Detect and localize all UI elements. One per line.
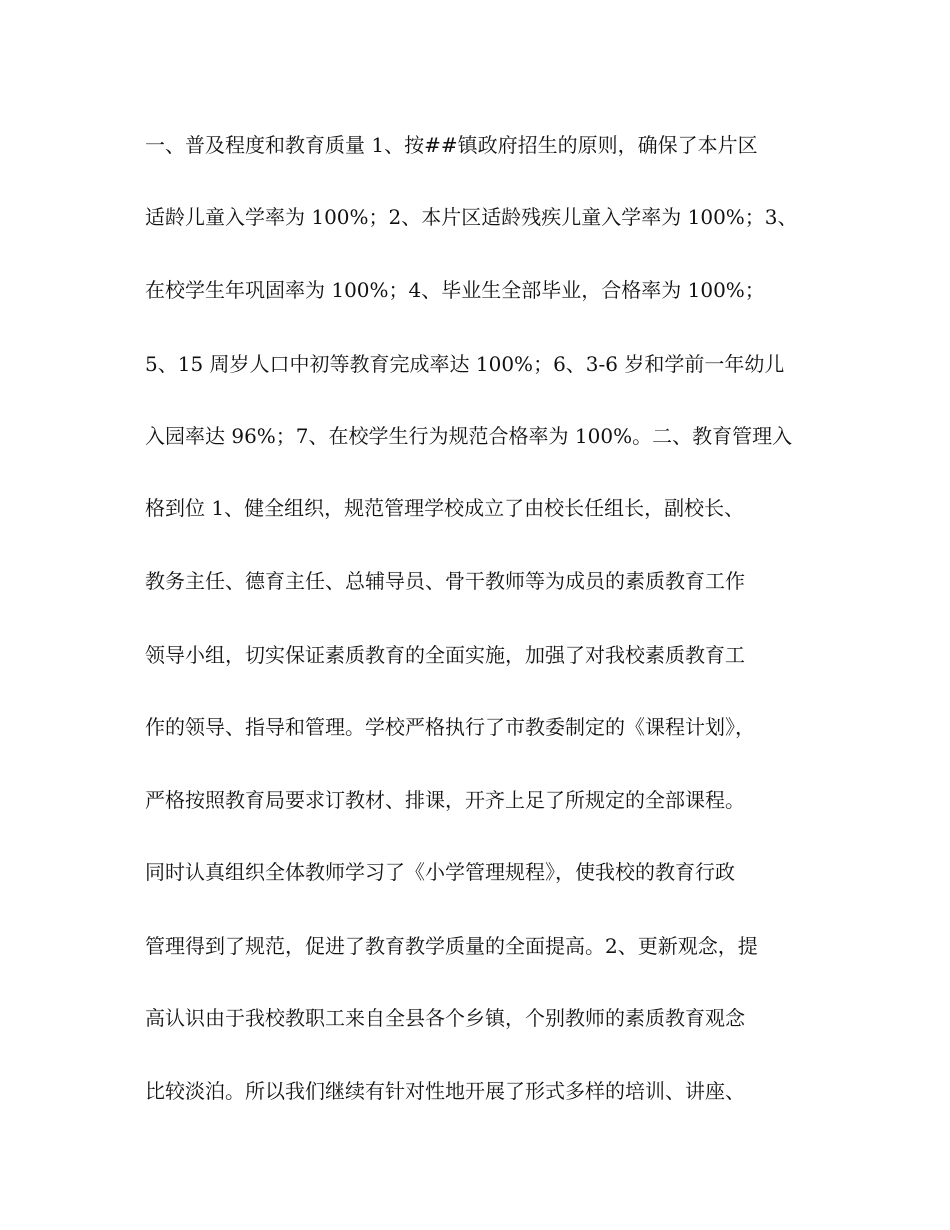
paragraph-line: 适龄儿童入学率为 100%；2、本片区适龄残疾儿童入学率为 100%；3、: [145, 205, 798, 229]
paragraph-line: 一、普及程度和教育质量 1、按##镇政府招生的原则，确保了本片区: [145, 133, 758, 157]
paragraph-line: 高认识由于我校教职工来自全县各个乡镇，个别教师的素质教育观念: [145, 1006, 745, 1030]
paragraph-line: 在校学生年巩固率为 100%；4、毕业生全部毕业，合格率为 100%；: [145, 278, 765, 302]
paragraph-line: 格到位 1、健全组织，规范管理学校成立了由校长任组长，副校长、: [145, 496, 745, 520]
paragraph-line: 管理得到了规范，促进了教育教学质量的全面提高。2、更新观念，提: [145, 934, 758, 958]
paragraph-line: 教务主任、德育主任、总辅导员、骨干教师等为成员的素质教育工作: [145, 569, 745, 593]
paragraph-line: 同时认真组织全体教师学习了《小学管理规程》，使我校的教育行政: [145, 860, 735, 884]
paragraph-line: 5、15 周岁人口中初等教育完成率达 100%；6、3-6 岁和学前一年幼儿: [145, 352, 785, 376]
paragraph-line: 比较淡泊。所以我们继续有针对性地开展了形式多样的培训、讲座、: [145, 1079, 745, 1103]
paragraph-line: 领导小组，切实保证素质教育的全面实施，加强了对我校素质教育工: [145, 643, 745, 667]
paragraph-line: 入园率达 96%；7、在校学生行为规范合格率为 100%。二、教育管理入: [145, 424, 793, 448]
paragraph-line: 严格按照教育局要求订教材、排课，开齐上足了所规定的全部课程。: [145, 788, 745, 812]
paragraph-line: 作的领导、指导和管理。学校严格执行了市教委制定的《课程计划》，: [145, 715, 755, 739]
